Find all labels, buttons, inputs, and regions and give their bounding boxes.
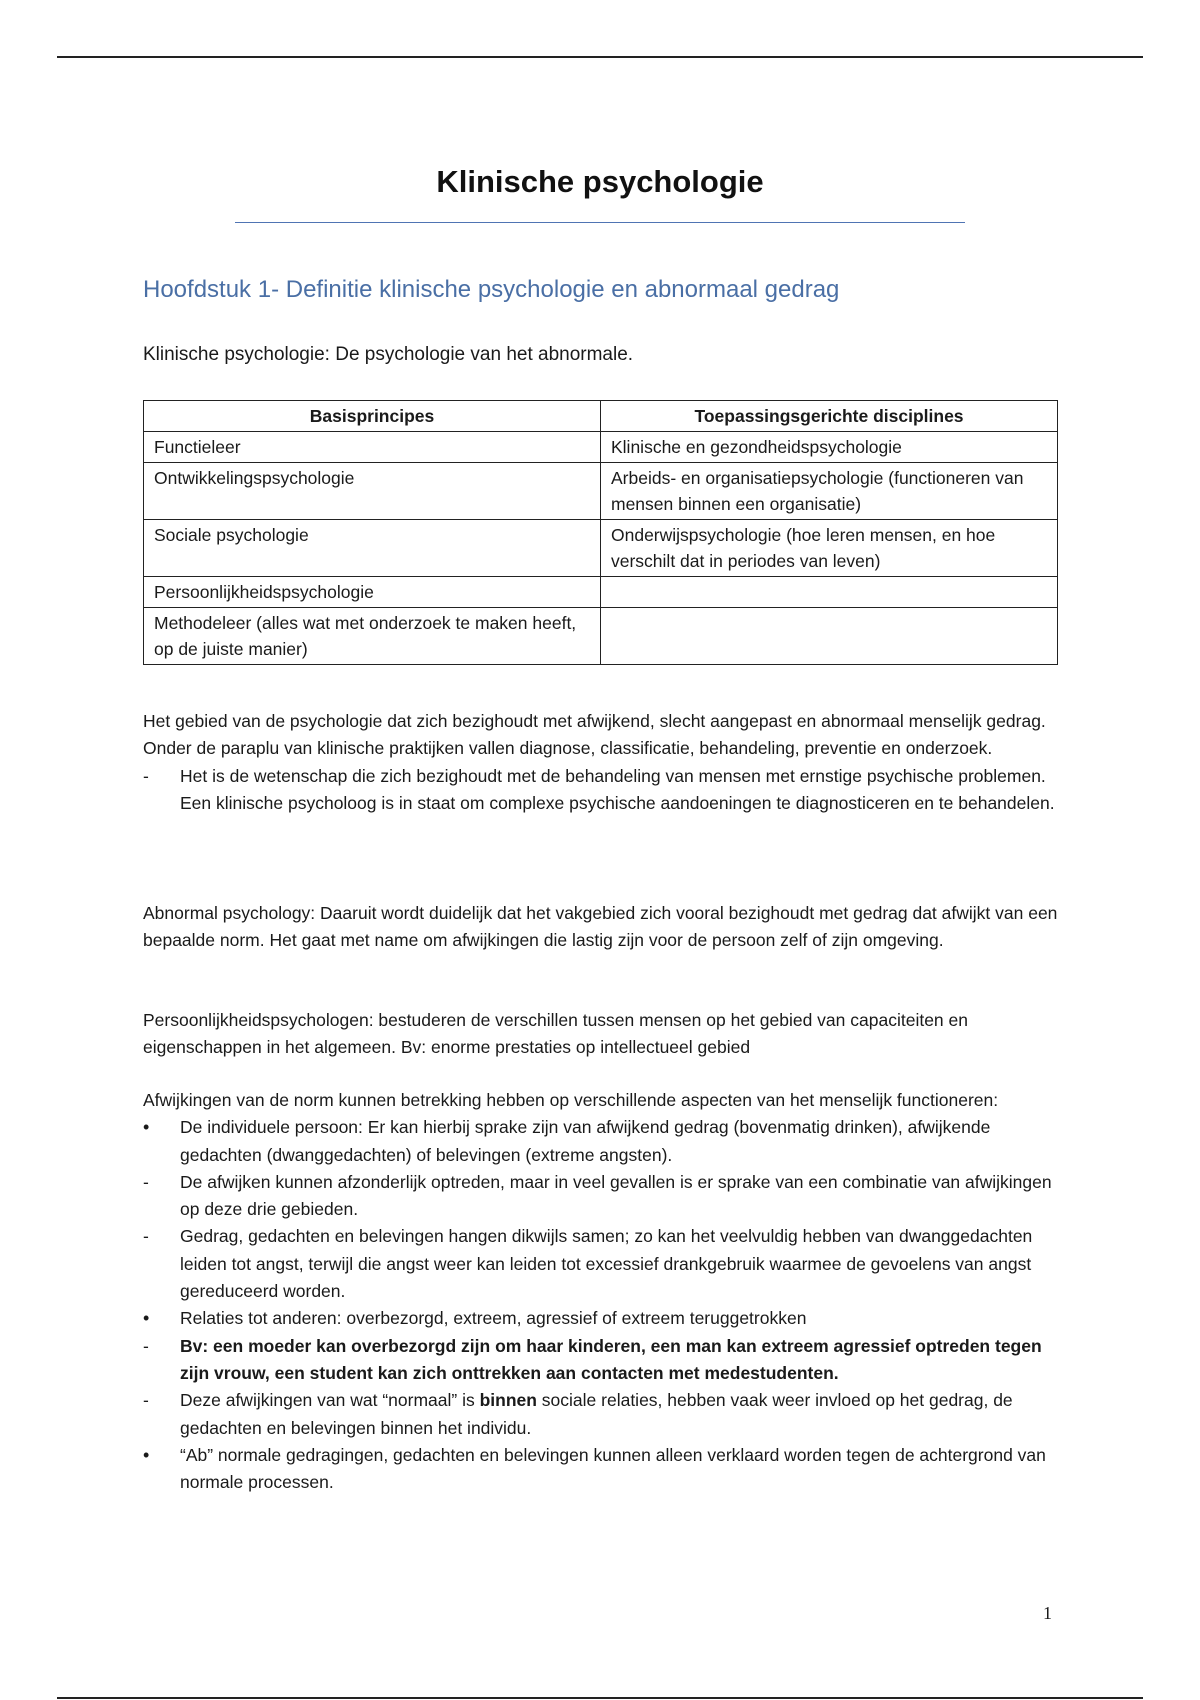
abnormal-psychology-section	[143, 900, 1063, 955]
table-cell: Klinische en gezondheidspsychologie	[601, 432, 1058, 463]
principles-table	[143, 400, 1058, 665]
intro-definition: Klinische psychologie: De psychologie van het abnormale.	[143, 344, 634, 365]
list-item-text: De individuele persoon: Er kan hierbij sprake zijn van afwijkend gedrag (bovenmatig drinken), afwijkende gedachten (dwanggedachten) of belevingen (extreme angsten).	[180, 1117, 991, 1165]
table-header-cell: Toepassingsgerichte disciplines	[601, 401, 1058, 432]
page-bottom-rule	[57, 1697, 1143, 1699]
list-item-text: Relaties tot anderen: overbezorgd, extreem, agressief of extreem teruggetrokken	[180, 1308, 807, 1329]
table-cell: Sociale psychologie	[144, 520, 601, 577]
table-row	[144, 577, 1058, 608]
bullet-marker: •	[143, 1117, 150, 1138]
paragraph: Abnormal psychology: Daaruit wordt duidelijk dat het vakgebied zich vooral bezighoudt met gedrag dat afwijkt van een bepaalde norm. Het gaat met name om afwijkingen die lastig zijn voor de persoon zelf of zijn omgeving.	[143, 903, 1058, 951]
dash-marker: -	[143, 1335, 149, 1356]
list-item	[143, 1223, 1063, 1305]
table-header-cell: Basisprincipes	[144, 401, 601, 432]
dash-marker: -	[143, 1390, 149, 1411]
table-header-row	[144, 401, 1058, 432]
table-row	[144, 608, 1058, 665]
list-item	[143, 1169, 1063, 1224]
title-underline	[235, 222, 965, 223]
paragraph: Persoonlijkheidspsychologen: bestuderen de verschillen tussen mensen op het gebied van capaciteiten en eigenschappen in het algemeen. Bv: enorme prestaties op intellectueel gebied	[143, 1010, 968, 1058]
chapter-heading: Hoofdstuk 1- Definitie klinische psychologie en abnormaal gedrag	[143, 276, 840, 303]
bold-text-run: binnen	[479, 1390, 537, 1411]
definition-section	[143, 708, 1063, 817]
list-item-text: Bv: een moeder kan overbezorgd zijn om haar kinderen, een man kan extreem agressief optreden tegen zijn vrouw, een student kan zich onttrekken aan contacten met medestudenten.	[180, 1335, 1042, 1383]
table-row	[144, 463, 1058, 520]
bullet-marker: •	[143, 1444, 150, 1465]
list-item-text: “Ab” normale gedragingen, gedachten en belevingen kunnen alleen verklaard worden tegen de achtergrond van normale processen.	[180, 1444, 1046, 1493]
text-run: Deze afwijkingen van wat “normaal” is	[180, 1390, 480, 1411]
personality-section	[143, 1007, 1063, 1062]
paragraph: Afwijkingen van de norm kunnen betrekking hebben op verschillende aspecten van het menselijk functioneren:	[143, 1090, 999, 1110]
table-row	[144, 432, 1058, 463]
table-cell: Persoonlijkheidspsychologie	[144, 577, 601, 608]
list-item-text: Het is de wetenschap die zich bezighoudt met de behandeling van mensen met ernstige psychische problemen. Een klinische psycholoog is in staat om complexe psychische aandoeningen te diagnosticeren en te behandelen.	[180, 765, 1055, 813]
text-run: sociale relaties, hebben vaak weer invloed op het gedrag, de gedachten en belevingen binnen het individu.	[180, 1390, 1013, 1438]
table-cell	[601, 577, 1058, 608]
bullet-marker: •	[143, 1308, 150, 1329]
list-item	[143, 1387, 1063, 1442]
list-item	[143, 1305, 1063, 1332]
table-cell	[601, 608, 1058, 665]
table-cell: Functieleer	[144, 432, 601, 463]
page-number: 1	[1043, 1603, 1052, 1623]
list-item-text: De afwijken kunnen afzonderlijk optreden, maar in veel gevallen is er sprake van een combinatie van afwijkingen op deze drie gebieden.	[180, 1171, 1052, 1220]
list-item	[143, 1442, 1063, 1497]
dash-marker: -	[143, 1171, 149, 1192]
dash-marker: -	[143, 765, 149, 786]
dash-marker: -	[143, 1226, 149, 1247]
list-item-text	[180, 1390, 1013, 1437]
table-cell: Methodeleer (alles wat met onderzoek te maken heeft, op de juiste manier)	[144, 608, 601, 665]
table-row	[144, 520, 1058, 577]
norm-deviations-section	[143, 1087, 1063, 1496]
document-title: Klinische psychologie	[436, 164, 764, 199]
list-item	[143, 1114, 1063, 1169]
list-item-text: Gedrag, gedachten en belevingen hangen dikwijls samen; zo kan het veelvuldig hebben van dwanggedachten leiden tot angst, terwijl die angst weer kan leiden tot excessief drankgebruik waarmee de gevoelens van angst gereduceerd worden.	[180, 1226, 1033, 1302]
list-item	[143, 1333, 1063, 1388]
table-cell: Ontwikkelingspsychologie	[144, 463, 601, 520]
table-cell: Onderwijspsychologie (hoe leren mensen, en hoe verschilt dat in periodes van leven)	[601, 520, 1058, 577]
page-top-rule	[57, 56, 1143, 58]
list-item	[143, 763, 1063, 818]
table-cell: Arbeids- en organisatiepsychologie (functioneren van mensen binnen een organisatie)	[601, 463, 1058, 520]
paragraph: Het gebied van de psychologie dat zich bezighoudt met afwijkend, slecht aangepast en abnormaal menselijk gedrag. Onder de paraplu van klinische praktijken vallen diagnose, classificatie, behandeling, preventie en onderzoek.	[143, 711, 1046, 759]
